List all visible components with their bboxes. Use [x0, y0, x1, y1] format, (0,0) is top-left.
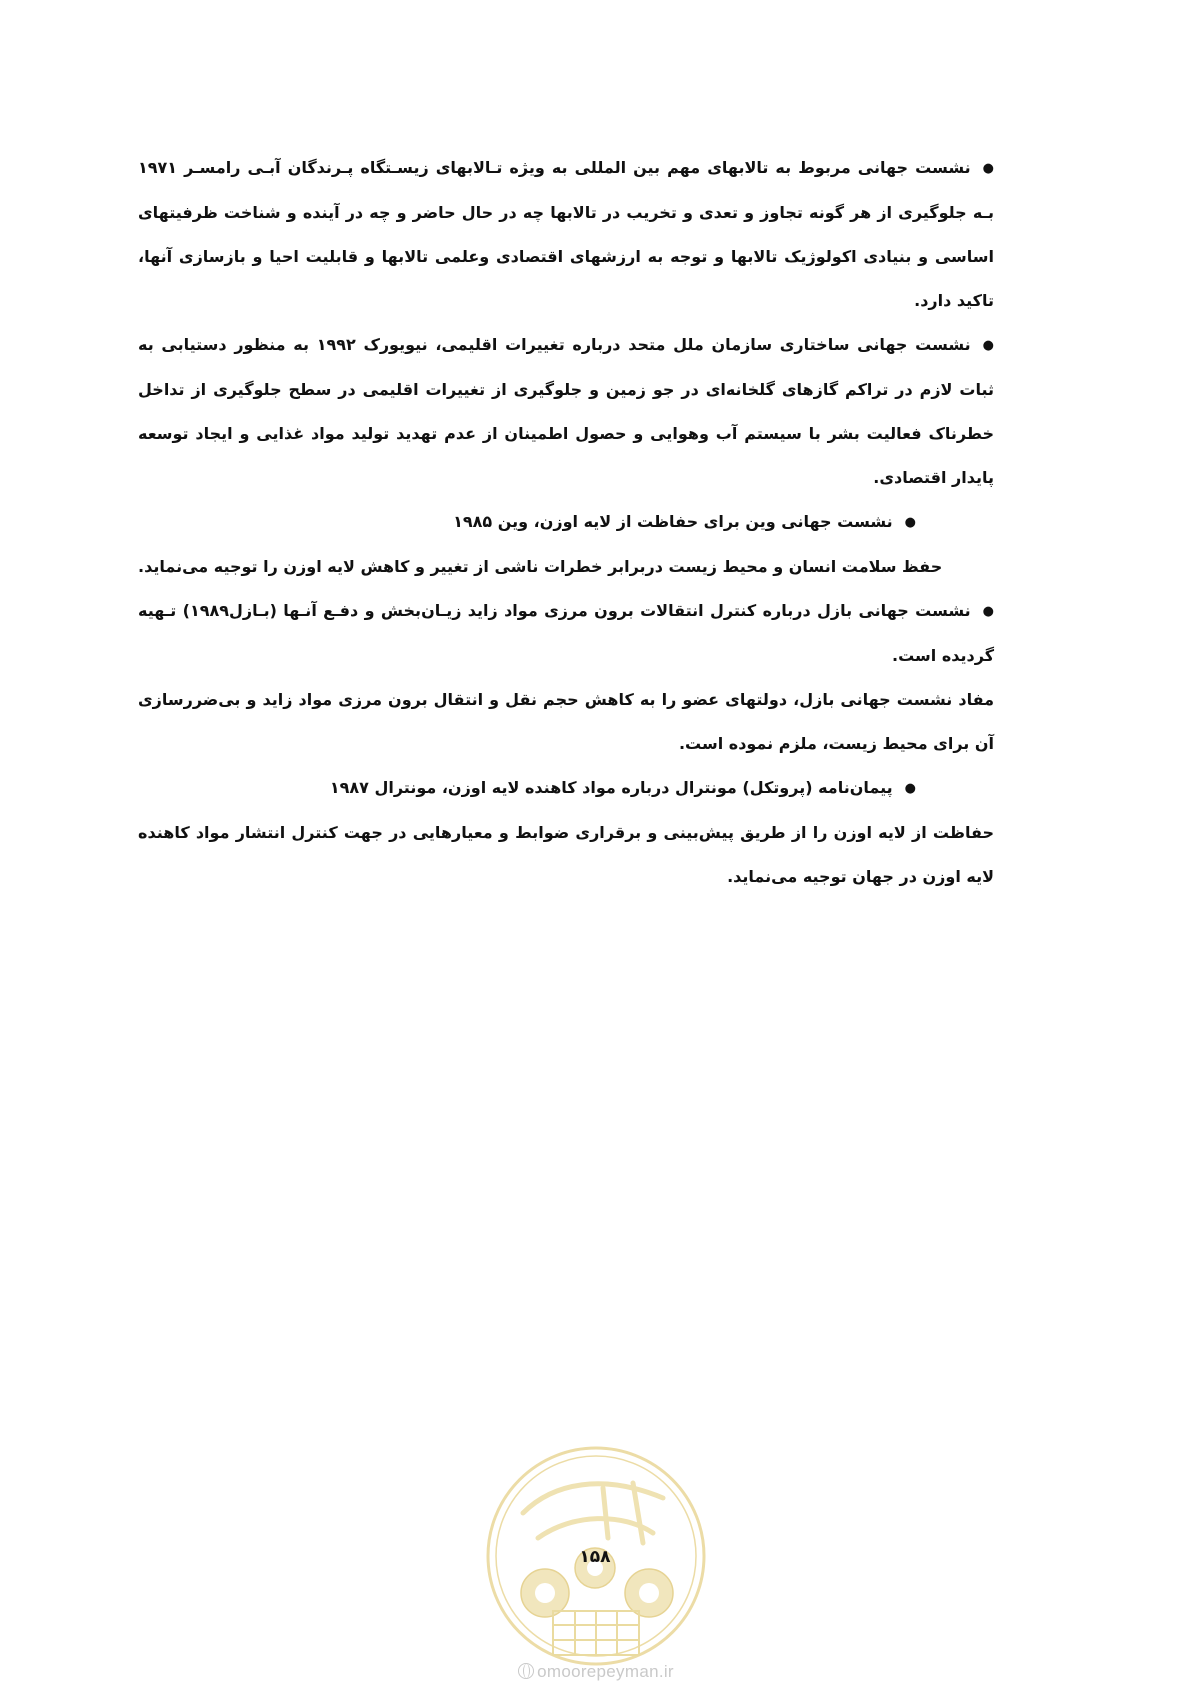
- website-url: omoorepeyman.ir: [537, 1662, 674, 1681]
- paragraph-montreal-body: حفاظت از لایه اوزن را از طریق پیش‌بینی و برقراری ضوابط و معیارهایی در جهت کنترل انتشار مواد کاهنده لایه اوزن در جهان توجیه می‌نماید.: [138, 823, 994, 886]
- paragraph-climate-change: ● نشست جهانی ساختاری سازمان ملل متحد درباره تغییرات اقلیمی، نیویورک ۱۹۹۲ به منظور دستیابی به ثبات لازم در تراکم گازهای گلخانه‌ای در جو زمین و جلوگیری از تغییرات اقلیمی در سطح جلوگیری از تداخل خطرناک فعالیت بشر با سیستم آب وهوایی و حصول اطمینان از عدم تهدید تولید مواد غذایی و ایجاد توسعه پایدار اقتصادی.: [138, 323, 994, 500]
- paragraph-vienna-body: حفظ سلامت انسان و محیط زیست دربرابر خطرات ناشی از تغییر و کاهش لایه اوزن را توجیه می‌نماید.: [138, 557, 943, 576]
- website-footer: [480, 1662, 712, 1682]
- paragraph-ramsar: ● نشست جهانی مربوط به تالابهای مهم بین المللی به ویژه تـالابهای زیسـتگاه پـرندگان آبـی رامسـر ۱۹۷۱ بـه جلوگیری از هر گونه تجاوز و تعدی و تخریب در تالابها چه در حال حاضر و چه در آینده و شناخت ظرفیتهای اساسی و بنیادی اکولوژیک تالابها و توجه به ارزشهای اقتصادی وعلمی تالابها و قابلیت احیا و بازسازی آنها، تاکید دارد.: [138, 146, 994, 323]
- paragraph-vienna-heading: ● نشست جهانی وین برای حفاظت از لایه اوزن، وین ۱۹۸۵: [138, 500, 994, 545]
- page-number: ۱۵۸: [579, 1547, 611, 1567]
- paragraph-montreal-heading: ● پیمان‌نامه (پروتکل) مونترال درباره مواد کاهنده لایه اوزن، مونترال ۱۹۸۷: [138, 766, 994, 811]
- globe-icon: [518, 1663, 534, 1679]
- paragraph-basel-heading: ● نشست جهانی بازل درباره کنترل انتقالات برون مرزی مواد زاید زیـان‌بخش و دفـع آنـها (بـازل۱۹۸۹) تـهیه گردیده است.: [138, 589, 994, 678]
- document-body: [138, 146, 994, 899]
- paragraph-basel-body: مفاد نشست جهانی بازل، دولتهای عضو را به کاهش حجم نقل و انتقال برون مرزی مواد زاید و بی‌ضررسازی آن برای محیط زیست، ملزم نموده است.: [138, 690, 994, 753]
